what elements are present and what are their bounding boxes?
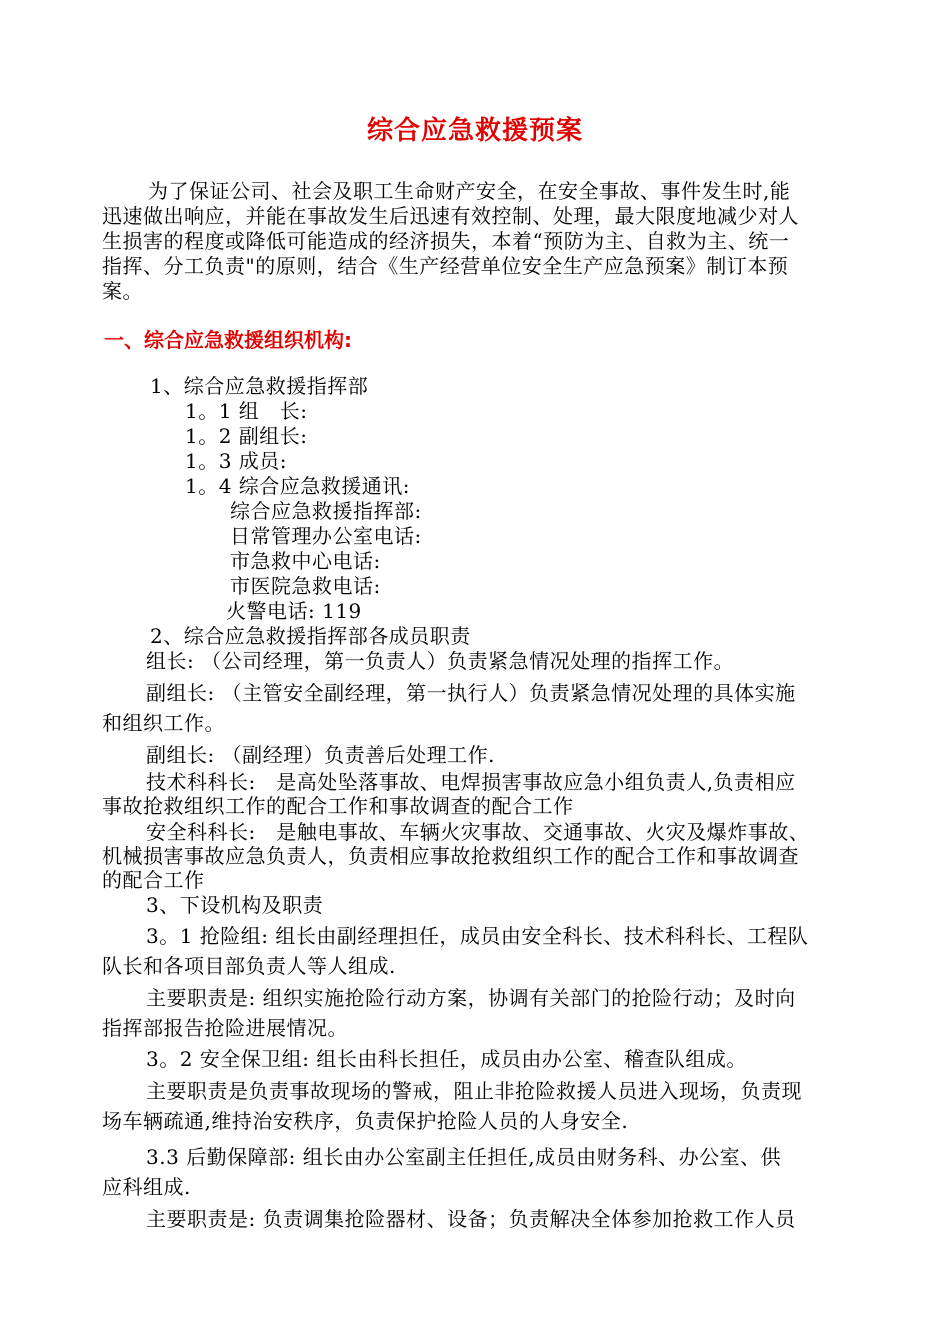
list-item: 1。3 成员: <box>185 449 288 473</box>
paragraph-line: 的配合工作 <box>102 868 205 892</box>
paragraph-line: 主要职责是: 组织实施抢险行动方案，协调有关部门的抢险行动；及时向 <box>146 986 796 1010</box>
intro-line: 生损害的程度或降低可能造成的经济损失，本着“预防为主、自救为主、统一 <box>102 229 790 253</box>
list-item: 火警电话: 119 <box>226 599 362 623</box>
paragraph-line: 应科组成. <box>102 1175 191 1199</box>
list-item: 市急救中心电话: <box>230 549 381 573</box>
intro-line: 指挥、分工负责"的原则，结合《生产经营单位安全生产应急预案》制订本预 <box>102 254 789 278</box>
paragraph-line: 安全科科长: 是触电事故、车辆火灾事故、交通事故、火灾及爆炸事故、 <box>146 820 810 844</box>
list-item: 综合应急救援指挥部: <box>230 499 422 523</box>
paragraph-line: 副组长: （主管安全副经理，第一执行人）负责紧急情况处理的具体实施 <box>146 681 796 705</box>
paragraph-line: 指挥部报告抢险进展情况。 <box>102 1016 348 1040</box>
list-item: 日常管理办公室电话: <box>230 524 422 548</box>
intro-line: 迅速做出响应，并能在事故发生后迅速有效控制、处理，最大限度地减少对人 <box>102 204 799 228</box>
list-item: 1。2 副组长: <box>185 424 308 448</box>
paragraph-line: 主要职责是负责事故现场的警戒，阻止非抢险救援人员进入现场，负责现 <box>146 1079 802 1103</box>
paragraph-line: 组长: （公司经理，第一负责人）负责紧急情况处理的指挥工作。 <box>146 649 735 673</box>
paragraph-line: 事故抢救组织工作的配合工作和事故调查的配合工作 <box>102 794 574 818</box>
paragraph-line: 3。2 安全保卫组: 组长由科长担任，成员由办公室、稽查队组成。 <box>146 1047 747 1071</box>
paragraph-line: 主要职责是: 负责调集抢险器材、设备；负责解决全体参加抢救工作人员 <box>146 1207 796 1231</box>
list-item: 市医院急救电话: <box>230 574 381 598</box>
list-item: 2、综合应急救援指挥部各成员职责 <box>150 624 471 648</box>
list-item: 1。1 组 长: <box>185 399 308 423</box>
paragraph-line: 3.3 后勤保障部: 组长由办公室副主任担任,成员由财务科、办公室、供 <box>146 1145 782 1169</box>
paragraph-line: 队长和各项目部负责人等人组成. <box>102 954 396 978</box>
paragraph-line: 副组长: （副经理）负责善后处理工作. <box>146 743 495 767</box>
paragraph-line: 3。1 抢险组: 组长由副经理担任，成员由安全科长、技术科科长、工程队 <box>146 924 809 948</box>
list-item: 3、下设机构及职责 <box>146 893 324 917</box>
paragraph-line: 和组织工作。 <box>102 711 225 735</box>
paragraph-line: 技术科科长: 是高处坠落事故、电焊损害事故应急小组负责人,负责相应 <box>146 770 796 794</box>
list-item: 1、综合应急救援指挥部 <box>150 374 369 398</box>
paragraph-line: 场车辆疏通,维持治安秩序，负责保护抢险人员的人身安全. <box>102 1109 629 1133</box>
intro-line: 为了保证公司、社会及职工生命财产安全，在安全事故、事件发生时,能 <box>148 179 791 203</box>
intro-line: 案。 <box>102 279 143 303</box>
list-item: 1。4 综合应急救援通讯: <box>185 474 411 498</box>
document-title: 综合应急救援预案 <box>366 116 583 146</box>
section-heading: 一、综合应急救援组织机构: <box>104 328 352 352</box>
paragraph-line: 机械损害事故应急负责人，负责相应事故抢救组织工作的配合工作和事故调查 <box>102 844 799 868</box>
